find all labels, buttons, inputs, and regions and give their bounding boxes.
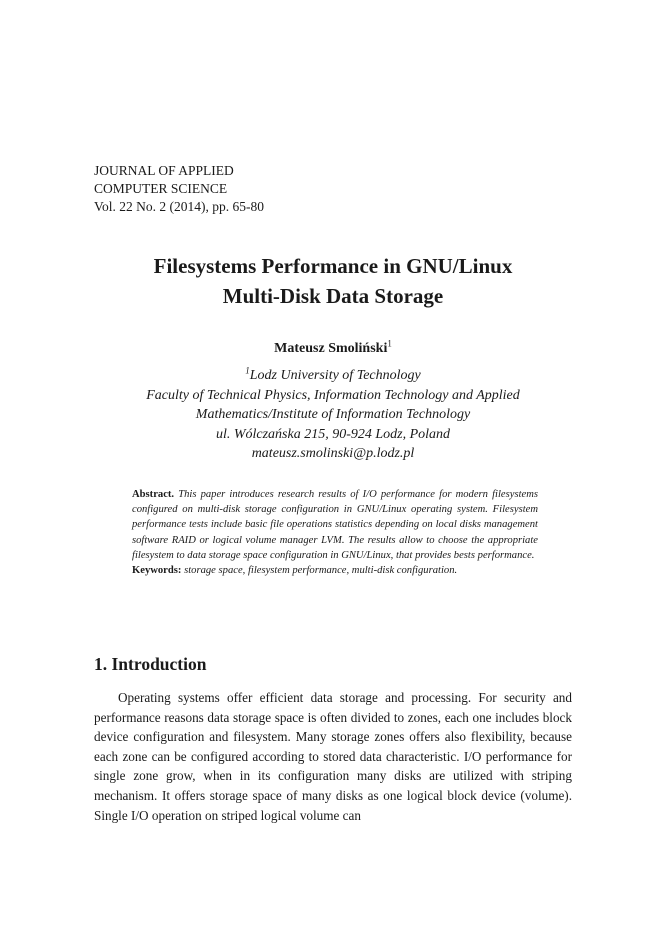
affiliation <box>60 366 606 464</box>
journal-name-line-1: JOURNAL OF APPLIED <box>94 163 234 178</box>
affiliation-institute: Mathematics/Institute of Information Technology <box>195 407 471 422</box>
journal-header <box>94 162 264 216</box>
abstract <box>132 487 538 578</box>
affiliation-address: ul. Wólczańska 215, 90-924 Lodz, Poland <box>215 426 451 442</box>
journal-name-line-2: COMPUTER SCIENCE <box>94 181 228 196</box>
introduction-paragraph: Operating systems offer efficient data storage and processing. For security and performance reasons data storage space is often divided to zones, each one includes block device configuration and filesystem. Many storage zones offers also flexibility, because each zone can be configured according to stored data characteristic. I/O performance for single zone grow, when in its configuration many disks are utilized with striping mechanism. It offers storage space of many disks as one logical block device (volume). Single I/O operation on striped logical volume can <box>94 690 572 823</box>
paper-title-line-2: Multi-Disk Data Storage <box>222 284 444 308</box>
affiliation-university: Lodz University of Technology <box>249 368 421 383</box>
journal-volume: Vol. 22 No. 2 (2014), pp. 65-80 <box>94 199 264 214</box>
keywords-text: storage space, filesystem performance, multi-disk configuration. <box>184 565 458 577</box>
author-affiliation-mark: 1 <box>387 338 392 349</box>
introduction-body <box>94 688 572 825</box>
author <box>0 340 666 358</box>
affiliation-faculty: Faculty of Technical Physics, Information Technology and Applied <box>146 387 520 403</box>
abstract-label: Abstract. <box>132 489 175 500</box>
author-email: mateusz.smolinski@p.lodz.pl <box>251 446 415 461</box>
section-heading: 1. Introduction <box>94 654 207 674</box>
paper-title <box>60 251 606 311</box>
author-name: Mateusz Smoliński <box>274 341 388 356</box>
affiliation-mark: 1 <box>245 365 250 376</box>
abstract-text: This paper introduces research results of I/O performance for modern filesystems configured on multi-disk storage configuration in GNU/Linux operating system. Filesystem performance tests include basic file operations statistics depending on local disks management software RAID or logical volume manager LVM. The results allow to choose the appropriate filesystem to data storage space configuration in GNU/Linux, that provides bests performance. <box>132 489 538 561</box>
keywords-label: Keywords: <box>132 565 182 577</box>
paper-title-line-1: Filesystems Performance in GNU/Linux <box>153 254 513 278</box>
